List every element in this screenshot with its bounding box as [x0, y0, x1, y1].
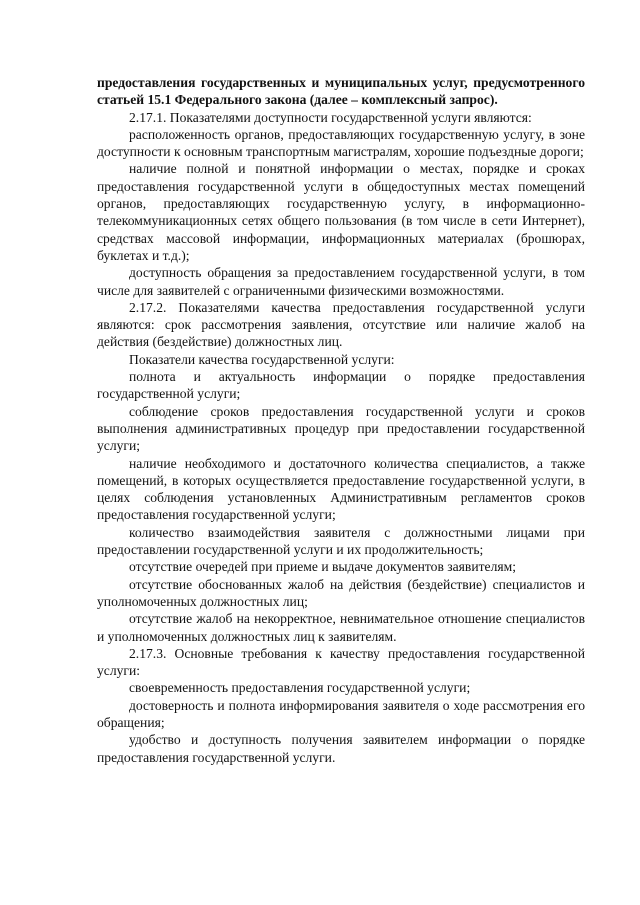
paragraph-timeliness: своевременность предоставления государственной услуги; [129, 680, 471, 696]
paragraph-2-17-2: 2.17.2. Показателями качества предоставления государственной услуги являются: срок рассмотрения заявления, отсутствие или наличие жалоб на действия (бездействие) должностных лиц. [97, 299, 585, 350]
paragraph-completeness: полнота и актуальность информации о порядке предоставления государственной услуги; [97, 369, 585, 402]
paragraph-accessibility: доступность обращения за предоставлением государственной услуги, в том числе для заявителей с ограниченными физическими возможностями. [97, 265, 585, 298]
paragraph-location: расположенность органов, предоставляющих государственную услугу, в зоне доступности к основным транспортным магистралям, хорошие подъездные дороги; [97, 126, 585, 160]
document-page [97, 74, 585, 766]
paragraph-no-queues: отсутствие очередей при приеме и выдаче документов заявителям; [129, 559, 516, 575]
paragraph-no-rudeness-complaints: отсутствие жалоб на некорректное, невнимательное отношение специалистов и уполномоченных должностных лиц к заявителям. [97, 611, 585, 644]
paragraph-2-17-3: 2.17.3. Основные требования к качеству предоставления государственной услуги: [97, 645, 585, 679]
paragraph-information: наличие полной и понятной информации о местах, порядке и сроках предоставления государственной услуги в общедоступных местах помещений органов, предоставляющих государственную услугу, в информационно-телекоммуникационных сетях общего пользования (в том числе в сети Интернет), средствах массовой информации, информационных материалах (брошюрах, буклетах и т.д.); [97, 161, 585, 263]
paragraph-quality-indicators: Показатели качества государственной услуги: [129, 351, 395, 367]
paragraph-complex-request: предоставления государственных и муниципальных услуг, предусмотренного статьей 15.1 Федерального закона (далее – комплексный запрос). [97, 75, 585, 108]
paragraph-convenience: удобство и доступность получения заявителем информации о порядке предоставления государственной услуги. [97, 732, 585, 765]
paragraph-2-17-1: 2.17.1. Показателями доступности государственной услуги являются: [129, 109, 532, 125]
paragraph-interactions: количество взаимодействия заявителя с должностными лицами при предоставлении государственной услуги и их продолжительность; [97, 524, 585, 558]
paragraph-reliability: достоверность и полнота информирования заявителя о ходе рассмотрения его обращения; [97, 697, 585, 730]
paragraph-specialists: наличие необходимого и достаточного количества специалистов, а также помещений, в которых осуществляется предоставление государственной услуги, в целях соблюдения установленных Административным регламентов сроков предоставления государственной услуги; [97, 455, 585, 523]
paragraph-deadlines: соблюдение сроков предоставления государственной услуги и сроков выполнения административных процедур при предоставлении государственной услуги; [97, 403, 585, 454]
paragraph-no-justified-complaints: отсутствие обоснованных жалоб на действия (бездействие) специалистов и уполномоченных должностных лиц; [97, 576, 585, 609]
